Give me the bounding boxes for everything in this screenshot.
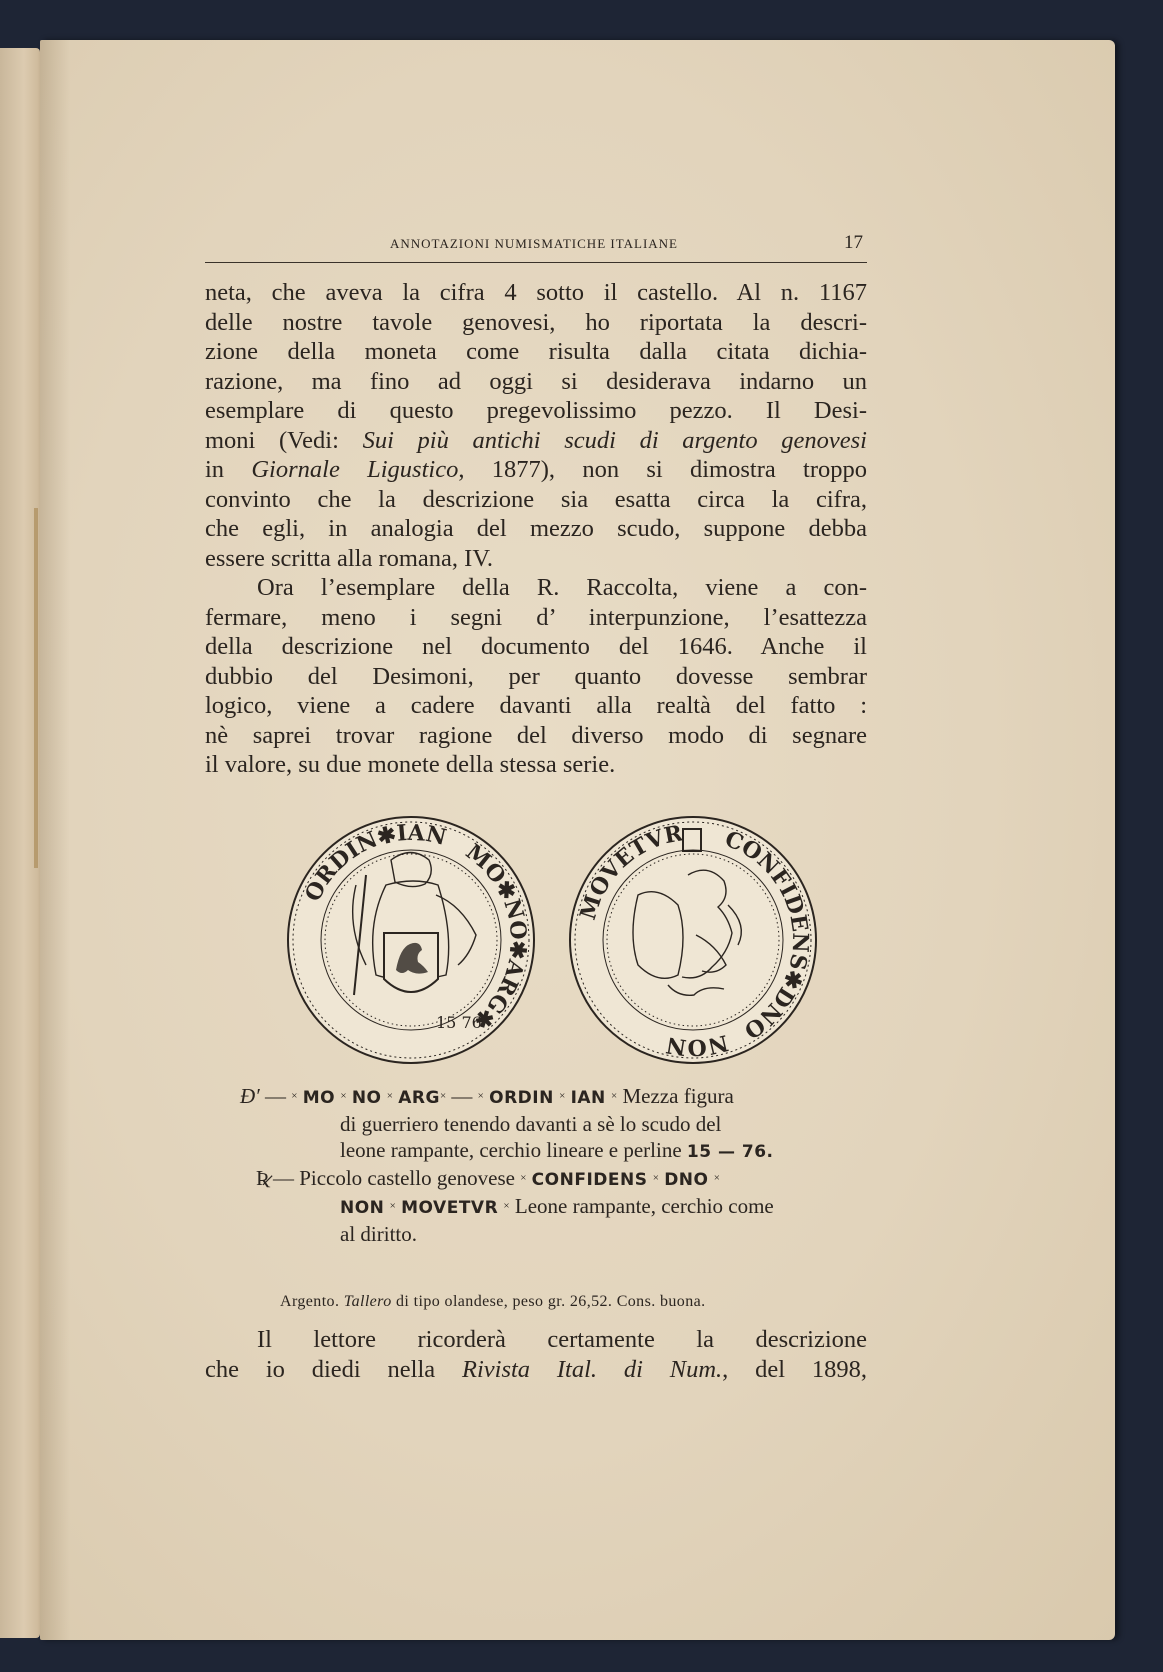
obverse-line-1: Ɖ′ — × MO × NO × ARG× — × ORDIN × IAN × Mezza figura <box>240 1084 734 1108</box>
metal: Argento. <box>280 1293 340 1310</box>
text-line: zione della moneta come risulta dalla citata dichia- <box>205 338 867 365</box>
obverse-date: 15 76 <box>436 1013 482 1032</box>
legend-word: MOVETVR <box>401 1198 499 1218</box>
page-number: 17 <box>844 232 863 253</box>
legend-word: DNO <box>664 1170 709 1190</box>
paragraph-1 <box>205 278 867 573</box>
legend-word: NO <box>351 1088 382 1108</box>
reverse-line-1: Ʀ̷ — Piccolo castello genovese × CONFIDENS × DNO × <box>256 1166 720 1190</box>
description-text: leone rampante, cerchio lineare e perline <box>340 1138 682 1162</box>
obverse-mark: Ɖ′ <box>240 1084 260 1108</box>
text-run: che io diedi nella <box>205 1355 462 1383</box>
text-line: neta, che aveva la cifra 4 sotto il castello. Al n. 1167 <box>205 279 867 306</box>
text-line: convinto che la descrizione sia esatta circa la cifra, <box>205 485 867 513</box>
text-line: dubbio del Desimoni, per quanto dovesse sembrar <box>205 662 867 690</box>
dash: — <box>451 1084 473 1108</box>
text-run: in <box>205 456 252 483</box>
description-text: Mezza figura <box>622 1084 734 1108</box>
paragraph-2 <box>205 573 867 780</box>
text-line: il valore, su due monete della stessa serie. <box>205 751 616 778</box>
coin-specs <box>280 1293 706 1311</box>
coin-obverse <box>286 815 536 1065</box>
text-line: Il lettore ricorderà certamente la descrizione <box>257 1326 867 1353</box>
reverse-legend-left: MOVETVR <box>574 820 685 923</box>
legend-word: ORDIN <box>489 1088 554 1108</box>
specs-text: di tipo olandese, peso gr. 26,52. Cons. buona. <box>391 1293 706 1310</box>
running-title: ANNOTAZIONI NUMISMATICHE ITALIANE <box>390 236 678 251</box>
page-fold-shadow <box>40 40 70 1640</box>
denomination: Tallero <box>343 1293 392 1310</box>
description-text: Leone rampante, cerchio come <box>514 1194 774 1218</box>
text-run: moni (Vedi: <box>205 426 363 454</box>
description-text: Piccolo castello genovese <box>299 1166 515 1190</box>
legend-word: NON <box>340 1198 385 1218</box>
text-run: , 1877), non si dimostra troppo <box>458 456 867 483</box>
text-line: razione, ma fino ad oggi si desiderava indarno un <box>205 367 867 395</box>
obverse-legend-top: MO✱NO✱ARG✱ <box>460 838 532 1035</box>
text-line: nè saprei trovar ragione del diverso modo di segnare <box>205 721 867 749</box>
reverse-legend-right: CONFIDENS✱DNO <box>721 825 814 1044</box>
obverse-line-3 <box>240 1137 870 1165</box>
book-page <box>40 40 1115 1640</box>
text-line: logico, viene a cadere davanti alla realtà del fatto : <box>205 692 867 719</box>
journal-title: Giornale Ligustico <box>251 456 459 483</box>
dash: — <box>265 1084 287 1108</box>
coin-illustration <box>230 815 830 1085</box>
text-line <box>205 426 867 456</box>
text-line: della descrizione nel documento del 1646. Anche il <box>205 633 867 660</box>
legend-word: MO <box>302 1088 336 1108</box>
text-line <box>205 455 867 485</box>
reverse-legend-bottom: NON <box>664 1029 731 1061</box>
obverse-date-text: 15 — 76. <box>686 1142 774 1162</box>
text-run: , del 1898, <box>722 1355 867 1383</box>
journal-title: Rivista Ital. di Num. <box>461 1355 723 1383</box>
legend-word: CONFIDENS <box>531 1170 648 1190</box>
dash: — <box>272 1166 294 1190</box>
paragraph-3 <box>205 1325 867 1384</box>
page-header <box>205 232 867 263</box>
text-line: fermare, meno i segni d’ interpunzione, l’esattezza <box>205 603 867 631</box>
legend-word: ARG <box>398 1088 440 1108</box>
text-line: che egli, in analogia del mezzo scudo, suppone debba <box>205 515 867 542</box>
reverse-line-3: al diritto. <box>340 1222 417 1246</box>
page-edge-mark <box>34 508 38 868</box>
text-line: Ora l’esemplare della R. Raccolta, viene a con- <box>257 574 867 601</box>
obverse-line-2: di guerriero tenendo davanti a sè lo scudo del <box>340 1112 722 1136</box>
legend-word: IAN <box>570 1088 606 1108</box>
text-line: esemplare di questo pregevolissimo pezzo. Il Desi- <box>205 397 867 424</box>
text-line: essere scritta alla romana, IV. <box>205 544 493 572</box>
reverse-mark: Ʀ̷ <box>256 1166 268 1190</box>
reverse-line-2: NON × MOVETVR × Leone rampante, cerchio come <box>340 1194 774 1218</box>
citation-title: Sui più antichi scudi di argento genovesi <box>362 426 867 454</box>
text-line: delle nostre tavole genovesi, ho riportata la descri- <box>205 308 867 336</box>
obverse-legend-left: ORDIN✱IAN <box>299 819 449 906</box>
coin-reverse <box>568 815 818 1065</box>
facing-page-edge <box>0 48 40 1638</box>
text-line <box>205 1355 867 1385</box>
coin-description <box>240 1083 870 1247</box>
